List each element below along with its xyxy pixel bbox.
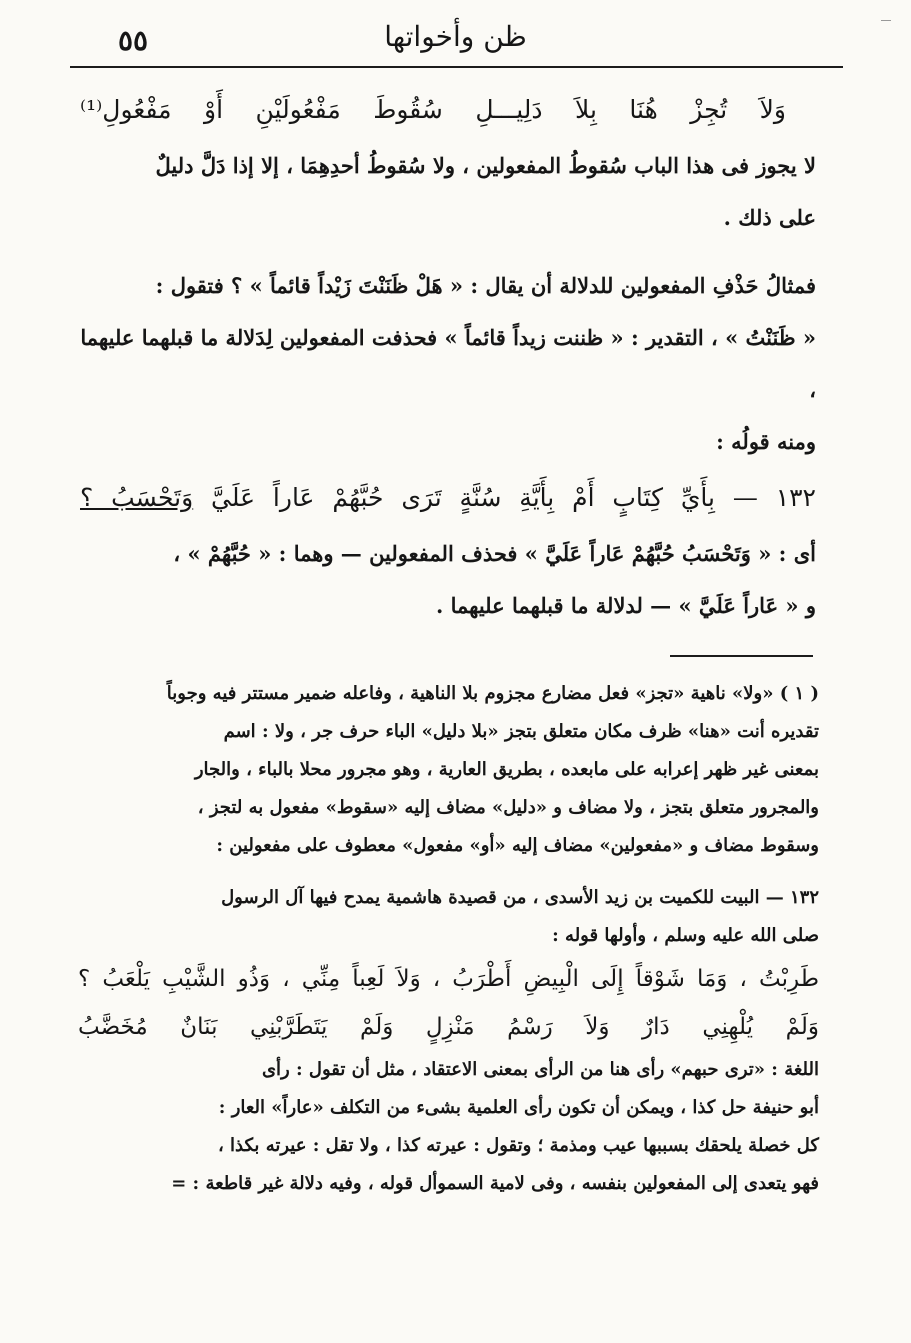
note-line: ( ١ ) «ولا» ناهية «تجز» فعل مضارع مجزوم بلا الناهية ، وفاعله ضمير مستتر فيه وجوباً (166, 683, 819, 704)
page-number: ٥٥ (118, 24, 149, 57)
note-verse: وَلَمْ يُلْهِنِي دَارٌ وَلاَ رَسْمُ مَنْزِلٍ وَلَمْ يَتَطَرَّبْنِي بَنَانٌ مُخَضَّبُ (78, 1014, 819, 1040)
footnote-rule (670, 655, 813, 657)
note-line: كل خصلة يلحقك بسببها عيب ومذمة ؛ وتقول : عيرته كذا ، ولا تقل : عيرته بكذا ، (217, 1135, 819, 1156)
text-line: على ذلك . (723, 205, 816, 230)
note-line: أبو حنيفة حل كذا ، ويمكن أن تكون رأى العلمية بشىء من التكلف «عاراً» العار : (218, 1097, 819, 1118)
text-line: و « عَاراً عَلَيَّ » — لدلالة ما قبلهما عليهما . (436, 593, 816, 618)
verse-text: ١٣٢ — بِأَيِّ كِتَابٍ أَمْ بِأَيَّةِ سُنَّةٍ تَرَى حُبَّهُمْ عَاراً عَلَيَّ (211, 483, 816, 512)
paragraph (80, 140, 816, 244)
footnote (78, 675, 819, 865)
footnote (78, 879, 819, 955)
note-line: ١٣٢ — البيت للكميت بن زيد الأسدى ، من قصيدة هاشمية يمدح فيها آل الرسول (221, 887, 819, 908)
note-line: وسقوط مضاف و «مفعولين» مضاف إليه «أو» مفعول» معطوف على مفعولين : (216, 835, 819, 856)
running-title: ظن وأخواتها (384, 20, 527, 53)
verse-line (80, 468, 816, 528)
note-line: بمعنى غير ظهر إعرابه على مابعده ، بطريق العارية ، وهو مجرور محلا بالباء ، والجار (194, 759, 819, 780)
scan-edge-mark (881, 20, 891, 21)
text-line: « ظَنَنْتُ » ، التقدير : « ظننت زيداً قائماً » فحذفت المفعولين لِدَلالة ما قبلهما عليهما ، (80, 325, 816, 402)
paragraph (80, 260, 816, 468)
note-line: والمجرور متعلق بتجز ، ولا مضاف و «دليل» مضاف إليه «سقوط» مفعول به لتجز ، (197, 797, 819, 818)
note-verse: طَرِبْتُ ، وَمَا شَوْقاً إِلَى الْبِيضِ أَطْرَبُ ، وَلاَ لَعِباً مِنِّي ، وَذُو الشَّيْبِ يَلْعَبُ ؟ (78, 966, 819, 992)
footnote (78, 1051, 819, 1203)
header-rule (70, 66, 843, 68)
note-line: تقديره أنت «هنا» ظرف مكان متعلق بتجز «بلا دليل» الباء حرف جر ، ولا : اسم (223, 721, 819, 742)
paragraph (80, 528, 816, 632)
text-line: لا يجوز فى هذا الباب سُقوطُ المفعولين ، ولا سُقوطُ أحدِهِمَا ، إلا إذا دَلَّ دليلٌ (155, 153, 816, 178)
note-line: فهو يتعدى إلى المفعولين بنفسه ، وفى لامية السموأل قوله ، وفيه دلالة غير قاطعة : = (171, 1173, 819, 1194)
page-header (60, 14, 851, 64)
note-line: صلى الله عليه وسلم ، وأولها قوله : (552, 925, 819, 946)
text-line: ومنه قولُه : (716, 429, 816, 454)
text-line: فمثالُ حَذْفِ المفعولين للدلالة أن يقال : « هَلْ ظَنَنْتَ زَيْداً قائماً » ؟ فتقول : (155, 273, 816, 298)
main-text (80, 80, 816, 632)
verse-line: وَلاَ تُجِزْ هُنَا بِلاَ دَلِيـــلِ سُقُوطَ مَفْعُولَيْنِ أَوْ مَفْعُولِ⁽¹⁾ (80, 95, 786, 124)
footnotes (78, 675, 819, 1203)
text-line: أى : « وَتَحْسَبُ حُبَّهُمْ عَاراً عَلَيَّ » فحذف المفعولين — وهما : « حُبَّهُمْ » ، (173, 541, 816, 566)
note-line: اللغة : «ترى حبهم» رأى هنا من الرأى بمعنى الاعتقاد ، مثل أن تقول : رأى (261, 1059, 819, 1080)
underlined-word: وَتَحْسَبُ ؟ (80, 483, 194, 512)
